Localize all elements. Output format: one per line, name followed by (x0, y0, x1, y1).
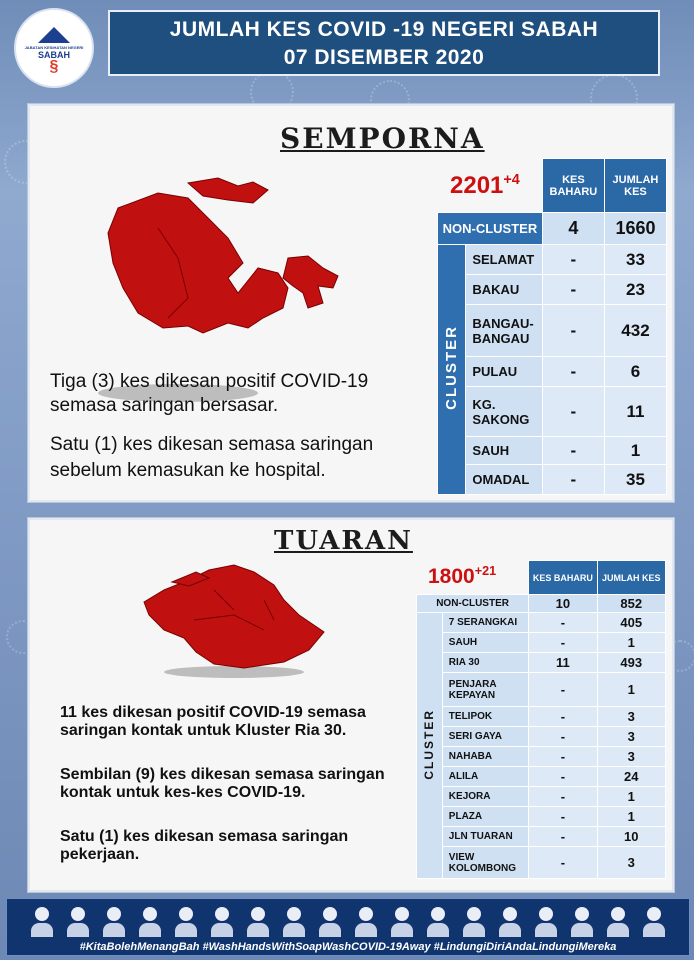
cluster-total: 493 (597, 653, 665, 673)
person-icon (283, 907, 305, 937)
cluster-total: 33 (604, 245, 666, 275)
logo-name: SABAH (37, 49, 70, 60)
cluster-label-cell (417, 613, 443, 879)
tuaran-title: TUARAN (274, 526, 413, 556)
cluster-total: 24 (597, 767, 665, 787)
hashtags: #KitaBolehMenangBah #WashHandsWithSoapWashCOVID-19Away #LindungiDiriAndaLindungiMereka (79, 941, 617, 953)
col-header-total: JUMLAH KES (604, 159, 666, 213)
cluster-total: 6 (604, 357, 666, 387)
col-header-new: KES BAHARU (542, 159, 604, 213)
cluster-new: - (529, 847, 597, 879)
tuaran-table (416, 560, 666, 879)
cluster-new: - (542, 275, 604, 305)
cluster-total: 405 (597, 613, 665, 633)
cluster-name: BANGAU-BANGAU (466, 305, 543, 357)
cluster-new: - (542, 465, 604, 495)
tuaran-map (134, 560, 334, 680)
col-header-total: JUMLAH KES (597, 561, 665, 595)
cluster-total: 11 (604, 387, 666, 437)
person-icon (499, 907, 521, 937)
cluster-name: SELAMAT (466, 245, 543, 275)
cluster-total: 1 (597, 787, 665, 807)
tuaran-new-cases: +21 (474, 564, 497, 578)
semporna-new-cases: +4 (503, 172, 520, 188)
cluster-name: VIEW KOLOMBONG (442, 847, 528, 879)
cluster-name: RIA 30 (442, 653, 528, 673)
cluster-total: 1 (597, 673, 665, 707)
person-icon (31, 907, 53, 937)
cluster-new: - (529, 707, 597, 727)
semporna-desc1: Tiga (3) kes dikesan positif COVID-19 semasa saringan bersasar. (50, 371, 369, 416)
cluster-new: - (529, 787, 597, 807)
semporna-table (437, 158, 667, 495)
cluster-total: 1 (604, 437, 666, 465)
cluster-name: JLN TUARAN (442, 827, 528, 847)
cluster-new: - (542, 387, 604, 437)
cluster-new: - (529, 807, 597, 827)
tuaran-total-value: 1800 (428, 565, 475, 588)
cluster-name: KEJORA (442, 787, 528, 807)
cluster-name: SAUH (466, 437, 543, 465)
person-icon (319, 907, 341, 937)
logo-emblem-icon: § (49, 57, 59, 75)
semporna-panel (28, 104, 674, 502)
cluster-total: 1 (597, 807, 665, 827)
cluster-label: CLUSTER (443, 325, 461, 410)
cluster-new: - (542, 357, 604, 387)
person-icon (175, 907, 197, 937)
cluster-name: TELIPOK (442, 707, 528, 727)
person-icon (355, 907, 377, 937)
cluster-total: 35 (604, 465, 666, 495)
cluster-new: - (529, 827, 597, 847)
person-icon (67, 907, 89, 937)
cluster-name: BAKAU (466, 275, 543, 305)
cluster-new: - (529, 747, 597, 767)
semporna-desc2: Satu (1) kes dikesan semasa saringan sebelum kemasukan ke hospital. (50, 434, 374, 481)
cluster-name: PENJARA KEPAYAN (442, 673, 528, 707)
tuaran-desc2: Sembilan (9) kes dikesan semasa saringan kontak untuk kes-kes COVID-19. (60, 766, 385, 801)
cluster-new: - (529, 767, 597, 787)
cluster-name: 7 SERANGKAI (442, 613, 528, 633)
person-icon (391, 907, 413, 937)
tuaran-desc1: 11 kes dikesan positif COVID-19 semasa saringan kontak untuk Kluster Ria 30. (60, 704, 366, 739)
cluster-new: - (542, 437, 604, 465)
cluster-total: 3 (597, 847, 665, 879)
cluster-name: PLAZA (442, 807, 528, 827)
cluster-new: - (542, 245, 604, 275)
person-icon (139, 907, 161, 937)
cluster-name: ALILA (442, 767, 528, 787)
cluster-name: PULAU (466, 357, 543, 387)
cluster-new: - (529, 613, 597, 633)
cluster-total: 3 (597, 727, 665, 747)
person-icon (535, 907, 557, 937)
cluster-name: OMADAL (466, 465, 543, 495)
title-line2: 07 DISEMBER 2020 (283, 46, 485, 69)
cluster-new: - (542, 305, 604, 357)
col-header-new: KES BAHARU (529, 561, 597, 595)
cluster-total: 1 (597, 633, 665, 653)
semporna-total-value: 2201 (450, 172, 504, 199)
tuaran-panel (28, 518, 674, 892)
tuaran-desc3: Satu (1) kes dikesan semasa saringan pekerjaan. (60, 828, 349, 863)
cluster-name: NAHABA (442, 747, 528, 767)
non-cluster-new: 10 (529, 595, 597, 613)
cluster-total: 23 (604, 275, 666, 305)
person-icon (247, 907, 269, 937)
cluster-new: - (529, 633, 597, 653)
cluster-new: - (529, 727, 597, 747)
person-icon (211, 907, 233, 937)
cluster-name: SERI GAYA (442, 727, 528, 747)
person-icon (643, 907, 665, 937)
person-icon (607, 907, 629, 937)
semporna-title: SEMPORNA (280, 122, 485, 155)
cluster-label: CLUSTER (422, 708, 437, 780)
cluster-total: 10 (597, 827, 665, 847)
logo-caption: JABATAN KESIHATAN NEGERI (24, 44, 84, 50)
cluster-total: 3 (597, 707, 665, 727)
cluster-total: 432 (604, 305, 666, 357)
cluster-label-cell (438, 245, 466, 495)
non-cluster-label: NON-CLUSTER (438, 213, 543, 245)
jkn-sabah-logo (14, 8, 94, 88)
non-cluster-total: 852 (597, 595, 665, 613)
cluster-name: KG. SAKONG (466, 387, 543, 437)
page-title (108, 10, 660, 76)
hashtag-banner (6, 898, 690, 956)
person-icon (427, 907, 449, 937)
mountain-icon (38, 27, 70, 43)
cluster-name: SAUH (442, 633, 528, 653)
person-icon (571, 907, 593, 937)
person-icon (103, 907, 125, 937)
cluster-new: 11 (529, 653, 597, 673)
person-icon (463, 907, 485, 937)
cluster-total: 3 (597, 747, 665, 767)
cluster-new: - (529, 673, 597, 707)
non-cluster-new: 4 (542, 213, 604, 245)
non-cluster-label: NON-CLUSTER (417, 595, 529, 613)
title-line1: JUMLAH KES COVID -19 NEGERI SABAH (169, 18, 599, 41)
non-cluster-total: 1660 (604, 213, 666, 245)
